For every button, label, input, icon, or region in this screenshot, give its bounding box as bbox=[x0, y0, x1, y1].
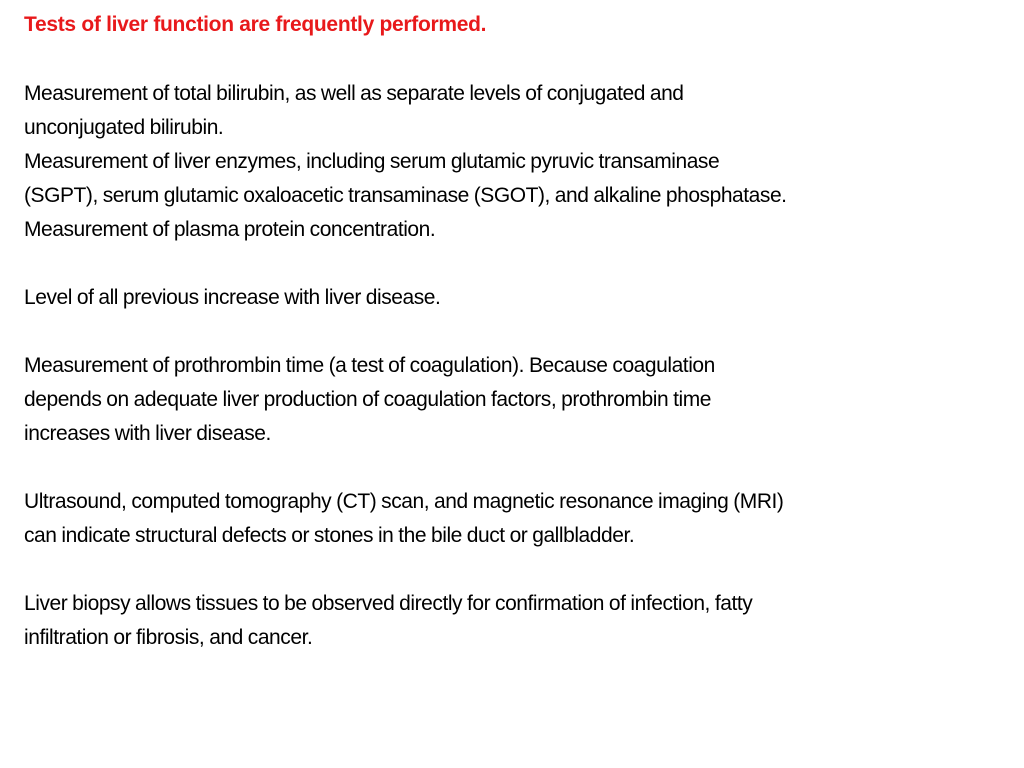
paragraph-level-increase bbox=[24, 281, 1014, 315]
paragraph-biopsy bbox=[24, 587, 1014, 655]
paragraph-prothrombin bbox=[24, 349, 1014, 451]
text-line: depends on adequate liver production of coagulation factors, prothrombin time bbox=[24, 388, 711, 411]
text-line: Liver biopsy allows tissues to be observed directly for confirmation of infection, fatty bbox=[24, 592, 753, 615]
text-line: Measurement of liver enzymes, including serum glutamic pyruvic transaminase bbox=[24, 150, 720, 173]
text-line: Ultrasound, computed tomography (CT) scan, and magnetic resonance imaging (MRI) bbox=[24, 490, 784, 513]
text-line: unconjugated bilirubin. bbox=[24, 116, 224, 139]
text-line: Measurement of total bilirubin, as well as separate levels of conjugated and bbox=[24, 82, 684, 105]
text-line: Measurement of prothrombin time (a test of coagulation). Because coagulation bbox=[24, 354, 715, 377]
text-line: Measurement of plasma protein concentration. bbox=[24, 218, 436, 241]
paragraph-plasma-protein bbox=[24, 213, 1014, 247]
text-line: increases with liver disease. bbox=[24, 422, 271, 445]
text-line: Level of all previous increase with liver disease. bbox=[24, 286, 441, 309]
slide-title: Tests of liver function are frequently performed. bbox=[24, 13, 487, 36]
text-line: (SGPT), serum glutamic oxaloacetic transaminase (SGOT), and alkaline phosphatase. bbox=[24, 184, 787, 207]
paragraph-liver-enzymes bbox=[24, 145, 1014, 213]
paragraph-bilirubin bbox=[24, 77, 1014, 145]
text-line: can indicate structural defects or stones in the bile duct or gallbladder. bbox=[24, 524, 635, 547]
paragraph-imaging bbox=[24, 485, 1014, 553]
text-line: infiltration or fibrosis, and cancer. bbox=[24, 626, 313, 649]
slide-body bbox=[24, 77, 1014, 655]
